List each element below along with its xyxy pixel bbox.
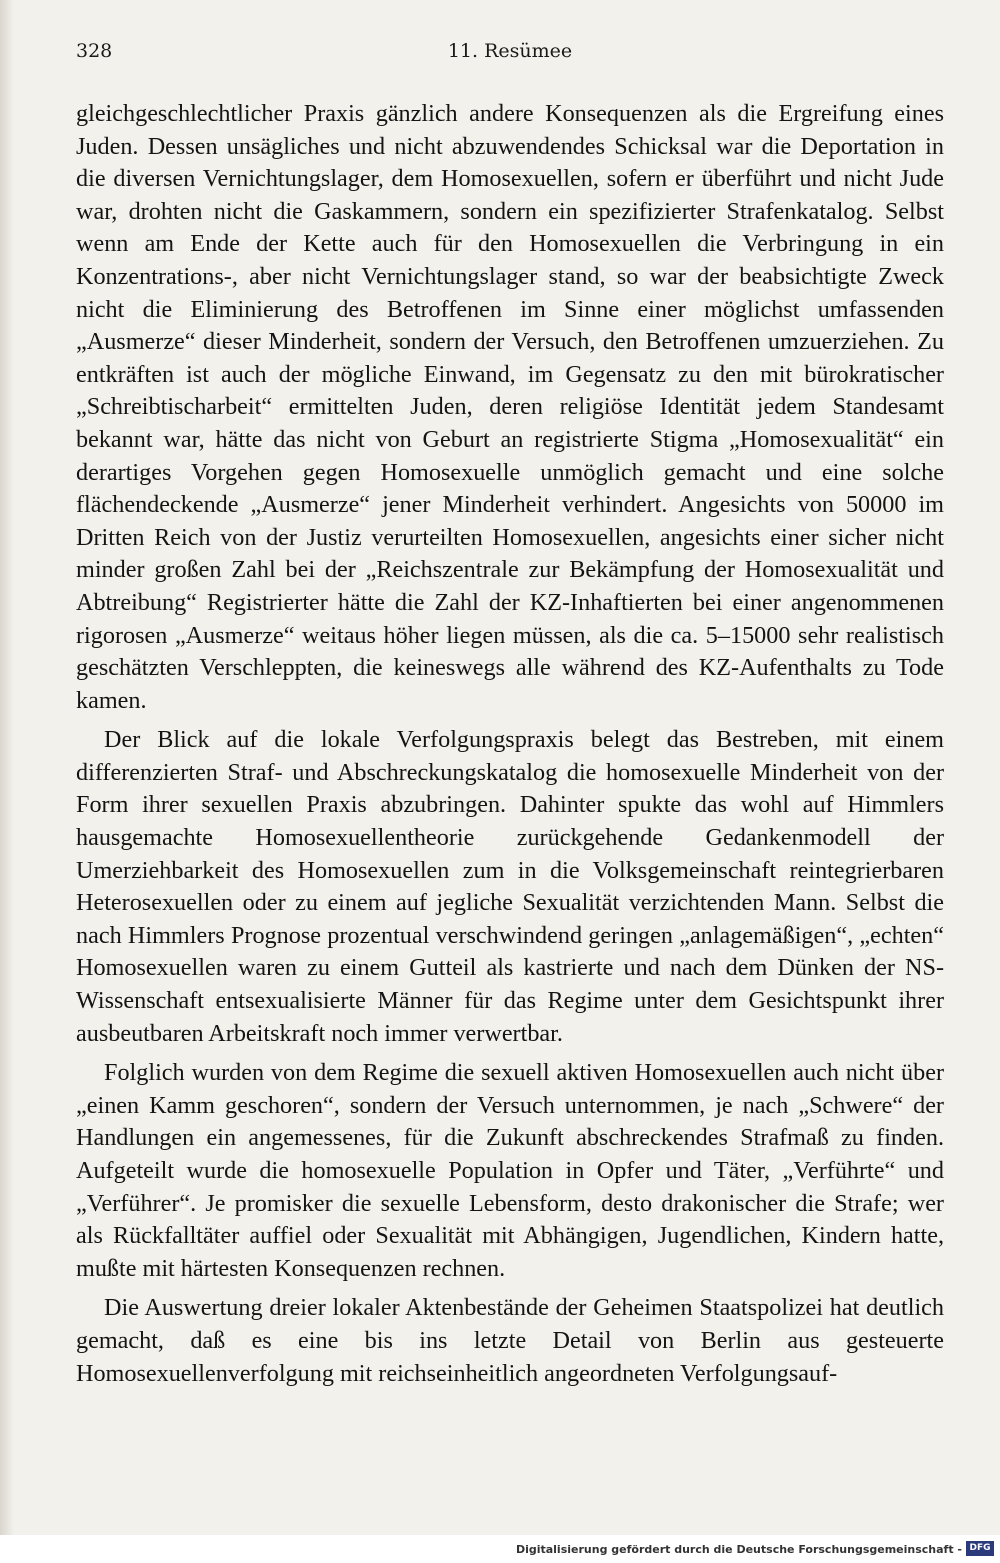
paragraph-4: Die Auswertung dreier lokaler Aktenbestände der Geheimen Staatspolizei hat deutlich gemacht, daß es eine bis ins letzte Detail von Berlin aus gesteuerte Homosexuellenverfolgung mit reichseinheitlich angeordneten Verfolgungsauf- xyxy=(76,1294,944,1387)
body-text xyxy=(76,98,944,1397)
paragraph-1: gleichgeschlechtlicher Praxis gänzlich andere Konsequenzen als die Ergreifung eines Juden. Dessen unsägliches und nicht abzuwendendes Schicksal war die Deportation in die diversen Vernichtungslager, dem Homosexuellen, sofern er überführt und nicht Jude war, drohten nicht die Gaskammern, sondern ein spezifizierter Strafenkatalog. Selbst wenn am Ende der Kette auch für den Homosexuellen die Verbringung in ein Konzentrations-, aber nicht Vernichtungslager stand, so war der beabsichtigte Zweck nicht die Eliminierung des Betroffenen im Sinne einer möglichst umfassenden „Ausmerze“ dieser Minderheit, sondern der Versuch, den Betroffenen umzuerziehen. Zu entkräften ist auch der mögliche Einwand, im Gegensatz zu den mit bürokratischer „Schreibtischarbeit“ ermittelten Juden, deren religiöse Identität jedem Standesamt bekannt war, hätte das nicht von Geburt an registrierte Stigma „Homosexualität“ ein derartiges Vorgehen gegen Homosexuelle unmöglich gemacht und eine solche flächendeckende „Ausmerze“ jener Minderheit verhindert. Angesichts von 50000 im Dritten Reich von der Justiz verurteilten Homosexuellen, angesichts einer sicher nicht minder großen Zahl bei der „Reichszentrale zur Bekämpfung der Homosexualität und Abtreibung“ Registrierter hätte die Zahl der KZ-Inhaftierten bei einer angenommenen rigorosen „Ausmerze“ weitaus höher liegen müssen, als die ca. 5–15000 sehr realistisch geschätzten Verschleppten, die keineswegs alle während des KZ-Aufenthalts zu Tode kamen. xyxy=(76,100,944,714)
funding-note: Digitalisierung gefördert durch die Deutsche Forschungsgemeinschaft - xyxy=(515,1543,962,1556)
dfg-logo: DFG xyxy=(966,1541,994,1556)
paragraph-2: Der Blick auf die lokale Verfolgungspraxis belegt das Bestreben, mit einem differenzierten Straf- und Abschreckungskatalog die homosexuelle Minderheit von der Form ihrer sexuellen Praxis abzubringen. Dahinter spukte das wohl auf Himmlers hausgemachte Homosexuellentheorie zurückgehende Gedankenmodell der Umerziehbarkeit des Homosexuellen zum in die Volksgemeinschaft reintegrierbaren Heterosexuellen oder zu einem auf jegliche Sexualität verzichtenden Mann. Selbst die nach Himmlers Prognose prozentual verschwindend geringen „anlagemäßigen“, „echten“ Homosexuellen waren zu einem Gutteil als kastrierte und nach dem Dünken der NS-Wissenschaft entsexualisierte Männer für das Regime unter dem Gesichtspunkt ihrer ausbeutbaren Arbeitskraft noch immer verwertbar. xyxy=(76,726,944,1047)
page-number: 328 xyxy=(76,40,113,62)
page-header xyxy=(76,34,944,74)
running-head: 11. Resümee xyxy=(447,40,573,62)
page-edge-shadow xyxy=(0,0,14,1535)
paragraph-3: Folglich wurden von dem Regime die sexuell aktiven Homosexuellen auch nicht über „einen Kamm geschoren“, sondern der Versuch unternommen, je nach „Schwere“ der Handlungen ein angemessenes, für die Zukunft abschreckendes Strafmaß zu finden. Aufgeteilt wurde die homosexuelle Population in Opfer und Täter, „Verführte“ und „Verführer“. Je promisker die sexuelle Lebensform, desto drakonischer die Strafe; wer als Rückfalltäter auffiel oder Sexualität mit Abhängigen, Jugendlichen, Kindern hatte, mußte mit härtesten Konsequenzen rechnen. xyxy=(76,1059,944,1282)
digitization-footer xyxy=(0,1535,1000,1563)
